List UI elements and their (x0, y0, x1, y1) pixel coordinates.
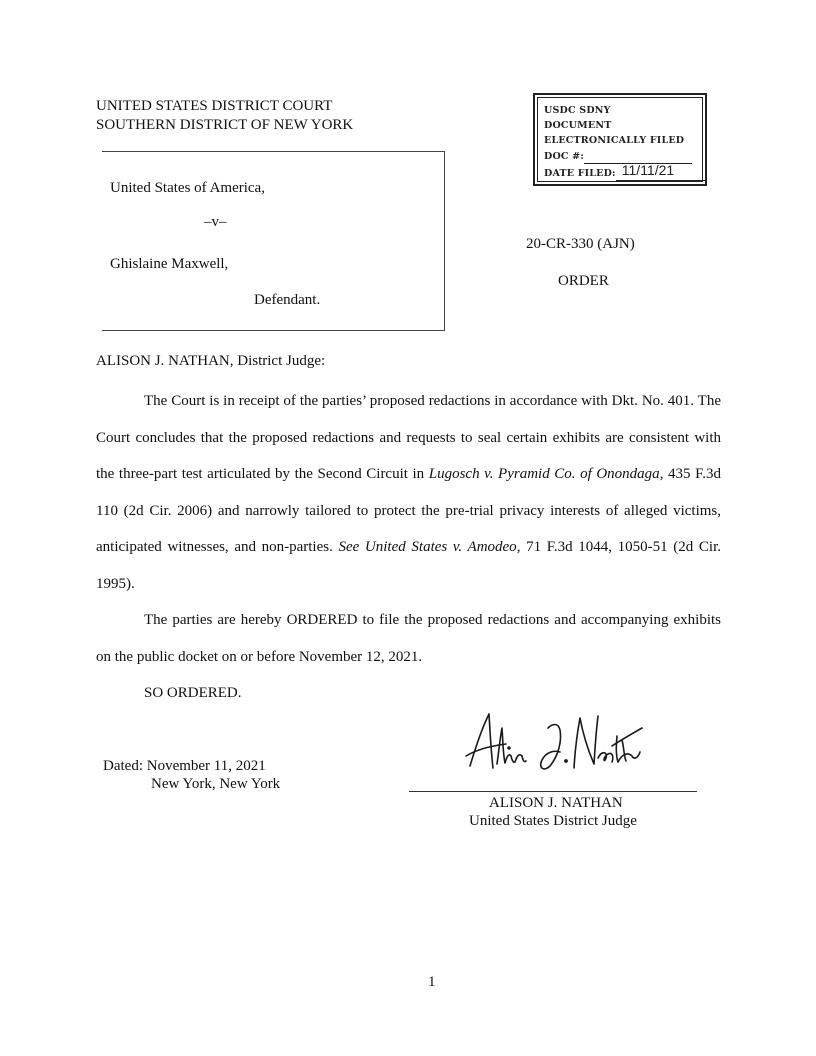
signer-title: United States District Judge (469, 813, 637, 829)
case-citation-amodeo: See United States v. Amodeo (338, 539, 517, 555)
judge-signature (462, 706, 652, 776)
case-citation-lugosch: Lugosch v. Pyramid Co. of Onondaga (428, 466, 660, 482)
court-district: SOUTHERN DISTRICT OF NEW YORK (96, 117, 354, 133)
case-number: 20-CR-330 (AJN) (526, 236, 635, 252)
stamp-electronically-filed: ELECTRONICALLY FILED (544, 135, 685, 146)
caption-plaintiff: United States of America, (110, 180, 265, 196)
judge-heading: ALISON J. NATHAN, District Judge: (96, 353, 326, 369)
caption-versus: –v– (204, 214, 227, 230)
court-name: UNITED STATES DISTRICT COURT (96, 98, 333, 114)
order-body (96, 383, 721, 712)
signer-name: ALISON J. NATHAN (489, 795, 623, 811)
page-number: 1 (428, 974, 436, 990)
paragraph-1: The Court is in receipt of the parties’ proposed redactions in accordance with Dkt. No. 401. The Court concludes that the proposed redactions and requests to seal certain exhibits are consistent with the three-part test articulated by the Second Circuit in Lugosch v. Pyramid Co. of Onondaga, 435 F.3d 110 (2d Cir. 2006) and narrowly tailored to protect the pre-trial privacy interests of alleged victims, anticipated witnesses, and non-parties. See United States v. Amodeo, 71 F.3d 1044, 1050-51 (2d Cir. 1995). (96, 393, 721, 592)
caption-defendant: Ghislaine Maxwell, (110, 256, 229, 272)
paragraph-2: The parties are hereby ORDERED to file the proposed redactions and accompanying exhibits on the public docket on or before November 12, 2021. (96, 612, 721, 665)
so-ordered: SO ORDERED. (144, 685, 242, 701)
stamp-date-value: 11/11/21 (621, 162, 675, 178)
stamp-date-row (544, 164, 702, 181)
signature-line (409, 791, 697, 792)
stamp-doc-label: DOC #: (544, 151, 585, 162)
document-title: ORDER (558, 273, 609, 289)
caption-defendant-role: Defendant. (254, 292, 321, 308)
dated-place: New York, New York (151, 776, 281, 792)
filing-stamp (533, 93, 707, 186)
dated-line: Dated: November 11, 2021 (103, 758, 266, 774)
stamp-court: USDC SDNY (544, 105, 611, 116)
stamp-date-label: DATE FILED: (544, 168, 616, 179)
stamp-document: DOCUMENT (544, 120, 612, 131)
